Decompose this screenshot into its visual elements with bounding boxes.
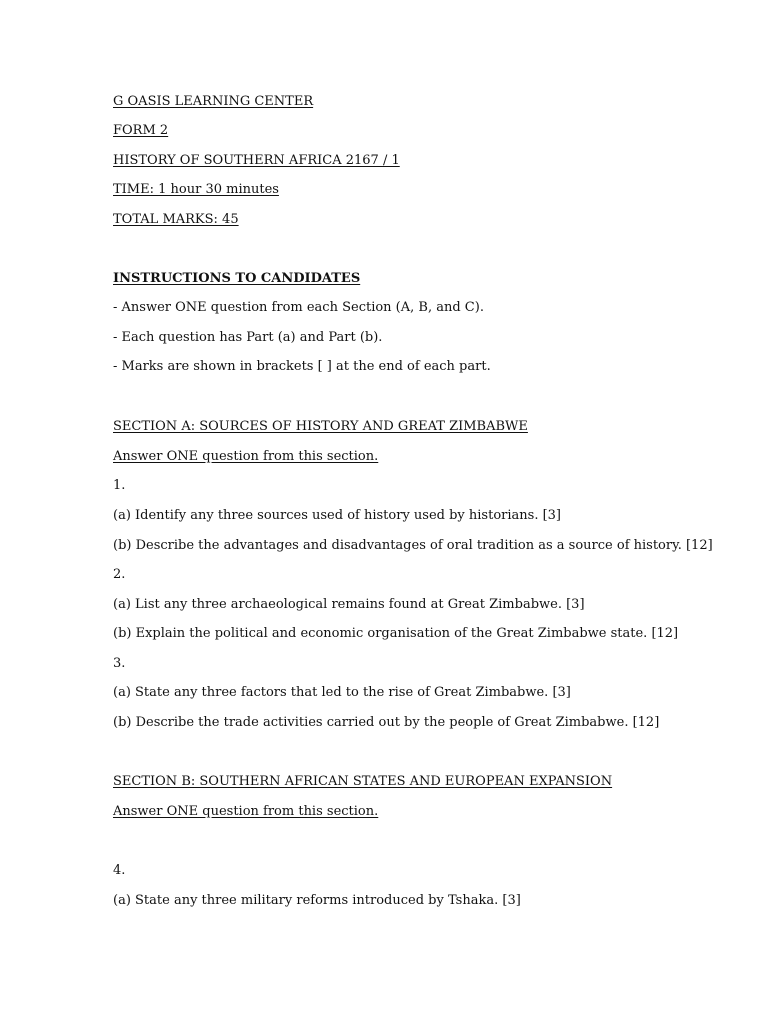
question-part-a: (a) Identify any three sources used of history used by historians. [3] (113, 508, 562, 523)
instruction-item: - Each question has Part (a) and Part (b). (113, 330, 383, 345)
subject-title: HISTORY OF SOUTHERN AFRICA 2167 / 1 (113, 153, 400, 168)
exam-time: TIME: 1 hour 30 minutes (113, 182, 279, 197)
question-number: 3. (113, 656, 126, 671)
section-a-title: SECTION A: SOURCES OF HISTORY AND GREAT ZIMBABWE (113, 419, 528, 434)
instructions-title: INSTRUCTIONS TO CANDIDATES (113, 271, 361, 286)
section-a-note: Answer ONE question from this section. (113, 449, 379, 464)
question-part-b: (b) Describe the trade activities carried out by the people of Great Zimbabwe. [12] (113, 715, 660, 730)
question-part-a: (a) State any three factors that led to the rise of Great Zimbabwe. [3] (113, 685, 571, 700)
question-part-b: (b) Explain the political and economic organisation of the Great Zimbabwe state. [12] (113, 626, 679, 641)
question-part-a: (a) List any three archaeological remains found at Great Zimbabwe. [3] (113, 597, 585, 612)
question-part-b: (b) Describe the advantages and disadvantages of oral tradition as a source of history. [12] (113, 538, 713, 553)
form-level: FORM 2 (113, 123, 169, 138)
instruction-item: - Marks are shown in brackets [ ] at the end of each part. (113, 359, 491, 374)
total-marks: TOTAL MARKS: 45 (113, 212, 239, 227)
question-number: 2. (113, 567, 126, 582)
section-b-note: Answer ONE question from this section. (113, 804, 379, 819)
school-name: G OASIS LEARNING CENTER (113, 94, 314, 109)
question-number: 1. (113, 478, 126, 493)
question-number: 4. (113, 863, 126, 878)
question-part-a: (a) State any three military reforms introduced by Tshaka. [3] (113, 893, 521, 908)
section-b-title: SECTION B: SOUTHERN AFRICAN STATES AND EUROPEAN EXPANSION (113, 774, 613, 789)
instruction-item: - Answer ONE question from each Section (A, B, and C). (113, 300, 484, 315)
